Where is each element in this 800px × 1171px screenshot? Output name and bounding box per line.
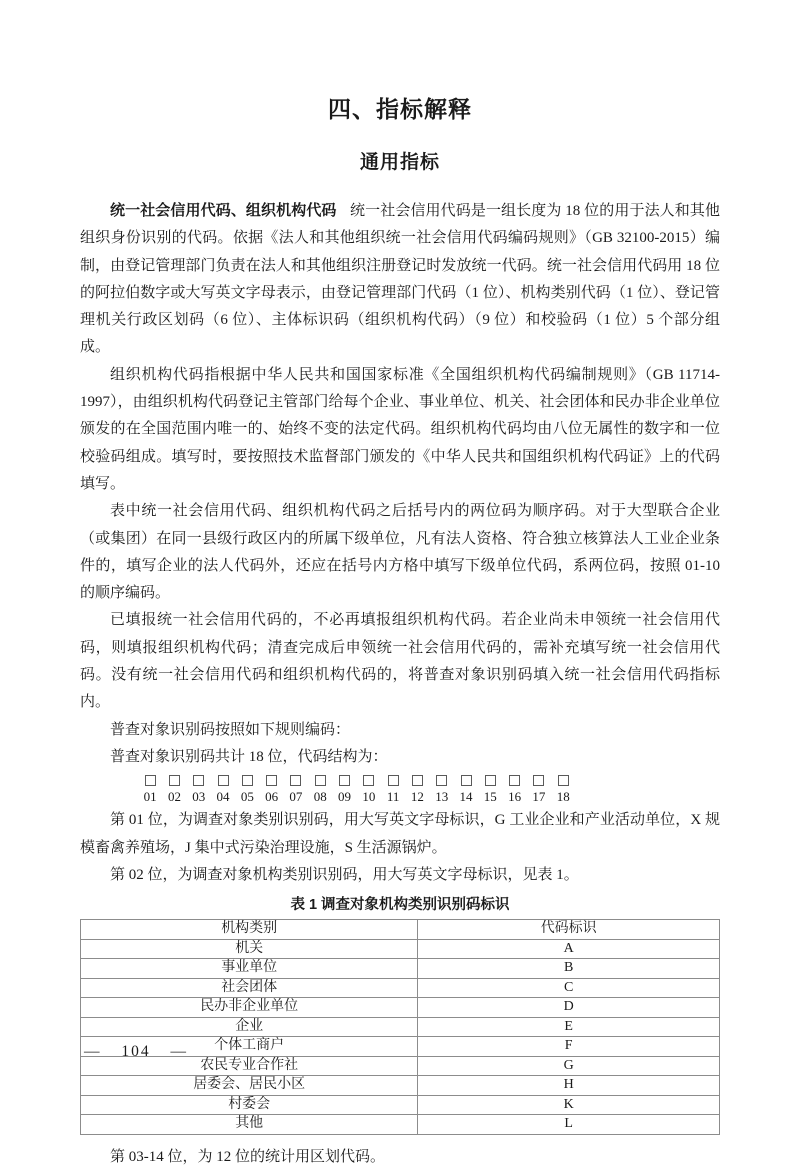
code-position-cell	[527, 775, 551, 805]
paragraph-lead-term: 统一社会信用代码、组织机构代码	[110, 202, 337, 219]
paragraph-code-structure-intro: 普查对象识别码共计 18 位，代码结构为：	[110, 748, 388, 765]
table-cell-code: F	[418, 1037, 720, 1057]
code-position-cell	[284, 775, 308, 805]
code-checkbox-icon	[533, 775, 544, 786]
table-cell-category: 村委会	[81, 1095, 418, 1115]
code-checkbox-icon	[388, 775, 399, 786]
code-position-number: 04	[216, 789, 230, 805]
code-checkbox-icon	[339, 775, 350, 786]
table-cell-category: 居委会、居民小区	[81, 1076, 418, 1096]
paragraph-position-01: 第 01 位，为调查对象类别识别码，用大写英文字母标识，G 工业企业和产业活动单位，X 规模畜禽养殖场，J 集中式污染治理设施，S 生活源锅炉。	[80, 812, 720, 856]
table-body	[81, 939, 720, 1134]
section-title: 通用指标	[359, 152, 440, 173]
table-cell-code: L	[418, 1115, 720, 1135]
table-caption: 表 1 调查对象机构类别识别码标识	[290, 897, 510, 914]
table-cell-code: E	[418, 1017, 720, 1037]
table-cell-code: A	[418, 939, 720, 959]
code-position-cell	[162, 775, 186, 805]
code-position-number: 14	[459, 789, 473, 805]
paragraph-credit-code	[80, 197, 720, 362]
code-checkbox-icon	[461, 775, 472, 786]
code-checkbox-icon	[145, 775, 156, 786]
code-position-number: 08	[313, 789, 327, 805]
code-position-cell	[430, 775, 454, 805]
table-cell-category: 企业	[81, 1017, 418, 1037]
code-checkbox-icon	[436, 775, 447, 786]
code-checkbox-icon	[558, 775, 569, 786]
code-position-number: 16	[508, 789, 522, 805]
paragraph-sequence-code: 表中统一社会信用代码、组织机构代码之后括号内的两位码为顺序码。对于大型联合企业（或集团）在同一县级行政区内的所属下级单位，凡有法人资格、符合独立核算法人工业企业条件的，填写企业的法人代码外，还应在括号内方格中填写下级单位代码，系两位码，按照 01-10 的顺序编码。	[80, 503, 720, 602]
table-cell-category: 其他	[81, 1115, 418, 1135]
paragraph-position-02: 第 02 位，为调查对象机构类别识别码，用大写英文字母标识，见表 1。	[110, 866, 579, 883]
code-position-number: 02	[167, 789, 181, 805]
paragraph-filling-rules: 已填报统一社会信用代码的，不必再填报组织机构代码。若企业尚未申领统一社会信用代码，则填报组织机构代码；清查完成后申领统一社会信用代码的，需补充填写统一社会信用代码。没有统一社会信用代码和组织机构代码的，将普查对象识别码填入统一社会信用代码指标内。	[80, 612, 720, 711]
code-position-number: 18	[556, 789, 570, 805]
code-structure-row	[138, 775, 720, 805]
code-checkbox-icon	[266, 775, 277, 786]
code-position-number: 17	[532, 789, 546, 805]
table-cell-code: H	[418, 1076, 720, 1096]
table-row	[81, 1017, 720, 1037]
code-checkbox-icon	[218, 775, 229, 786]
table-header-row	[81, 920, 720, 940]
code-checkbox-icon	[485, 775, 496, 786]
code-position-number: 07	[289, 789, 303, 805]
code-position-cell	[235, 775, 259, 805]
code-checkbox-icon	[363, 775, 374, 786]
page-number: — 104 —	[84, 1043, 188, 1060]
table-cell-code: C	[418, 978, 720, 998]
code-position-number: 01	[143, 789, 157, 805]
code-checkbox-icon	[412, 775, 423, 786]
table-cell-category: 社会团体	[81, 978, 418, 998]
paragraph-id-rule-intro: 普查对象识别码按照如下规则编码：	[110, 721, 351, 738]
code-position-cell	[502, 775, 526, 805]
code-position-number: 09	[338, 789, 352, 805]
code-checkbox-icon	[169, 775, 180, 786]
code-position-cell	[211, 775, 235, 805]
code-position-cell	[187, 775, 211, 805]
code-position-cell	[405, 775, 429, 805]
code-position-cell	[332, 775, 356, 805]
code-position-cell	[308, 775, 332, 805]
body-text	[80, 197, 720, 1171]
code-position-cell	[381, 775, 405, 805]
code-position-number: 11	[386, 789, 400, 805]
code-checkbox-icon	[509, 775, 520, 786]
category-code-table	[80, 919, 720, 1135]
code-checkbox-icon	[193, 775, 204, 786]
table-row	[81, 978, 720, 998]
table-cell-category: 机关	[81, 939, 418, 959]
code-checkbox-icon	[315, 775, 326, 786]
table-header-code: 代码标识	[418, 920, 720, 940]
code-position-number: 05	[240, 789, 254, 805]
code-position-cell	[478, 775, 502, 805]
code-position-cell	[138, 775, 162, 805]
page-title: 四、指标解释	[328, 96, 472, 122]
code-position-number: 12	[410, 789, 424, 805]
table-header-category: 机构类别	[81, 920, 418, 940]
code-position-number: 03	[192, 789, 206, 805]
table-cell-category: 农民专业合作社	[81, 1056, 418, 1076]
code-position-number: 13	[435, 789, 449, 805]
code-position-cell	[259, 775, 283, 805]
code-position-number: 06	[265, 789, 279, 805]
table-cell-category: 事业单位	[81, 959, 418, 979]
table-row	[81, 1076, 720, 1096]
code-checkbox-icon	[242, 775, 253, 786]
paragraph-org-code: 组织机构代码指根据中华人民共和国国家标准《全国组织机构代码编制规则》（GB 11714-1997），由组织机构代码登记主管部门给每个企业、事业单位、机关、社会团体和民办非企业单位颁发的在全国范围内唯一的、始终不变的法定代码。组织机构代码均由八位无属性的数字和一位校验码组成。填写时，要按照技术监督部门颁发的《中华人民共和国组织机构代码证》上的代码填写。	[80, 366, 720, 492]
table-cell-category: 个体工商户	[81, 1037, 418, 1057]
code-position-cell	[454, 775, 478, 805]
paragraph-text: 统一社会信用代码是一组长度为 18 位的用于法人和其他组织身份识别的代码。依据《法人和其他组织统一社会信用代码编码规则》（GB 32100-2015）编制，由登记管理部门负责在法人和其他组织注册登记时发放统一代码。统一社会信用代码用 18 位的阿拉伯数字或大写英文字母表示，由登记管理部门代码（1 位）、机构类别代码（1 位）、登记管理机关行政区划码（6 位）、主体标识码（组织机构代码）（9 位）和校验码（1 位）5 个部分组成。	[80, 203, 720, 356]
page-content	[80, 0, 720, 1171]
code-position-cell	[357, 775, 381, 805]
code-position-number: 10	[362, 789, 376, 805]
table-cell-code: D	[418, 998, 720, 1018]
table-row	[81, 1095, 720, 1115]
table-cell-category: 民办非企业单位	[81, 998, 418, 1018]
table-cell-code: G	[418, 1056, 720, 1076]
table-cell-code: B	[418, 959, 720, 979]
paragraph-position-03-14: 第 03-14 位，为 12 位的统计用区划代码。	[110, 1148, 385, 1165]
code-position-cell	[551, 775, 575, 805]
table-row	[81, 998, 720, 1018]
table-row	[81, 959, 720, 979]
code-position-number: 15	[483, 789, 497, 805]
code-checkbox-icon	[290, 775, 301, 786]
table-cell-code: K	[418, 1095, 720, 1115]
table-row	[81, 939, 720, 959]
table-row	[81, 1115, 720, 1135]
